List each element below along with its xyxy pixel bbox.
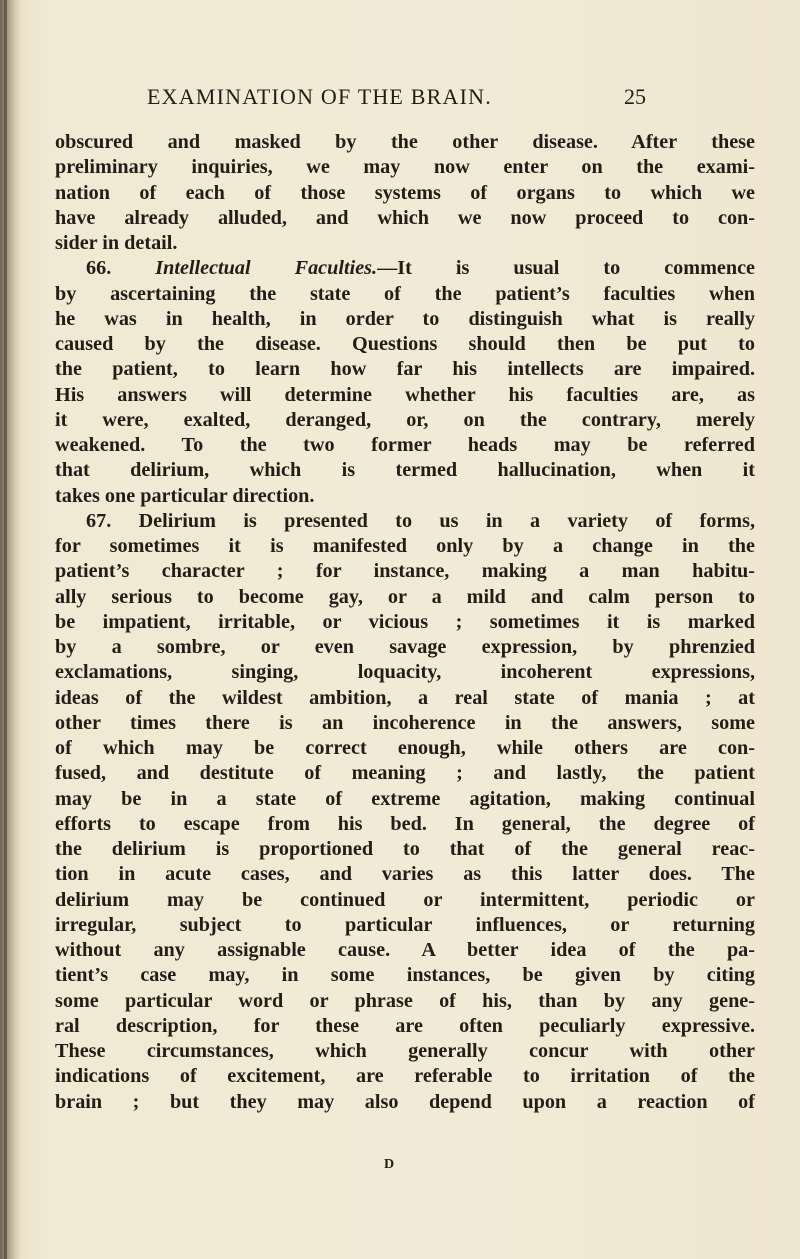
text-line: efforts to escape from his bed. In general, the degree of: [55, 812, 755, 835]
binding-edge: [4, 0, 7, 1259]
body-text: [55, 130, 755, 1115]
text-line: His answers will determine whether his faculties are, as: [55, 383, 755, 406]
text-line: delirium may be continued or intermittent, periodic or: [55, 888, 755, 911]
text-line: he was in health, in order to distinguish what is really: [55, 307, 755, 330]
text-line: irregular, subject to particular influences, or returning: [55, 913, 755, 936]
text-line: tion in acute cases, and varies as this latter does. The: [55, 863, 755, 886]
text-line: by a sombre, or even savage expression, by phrenzied: [55, 636, 755, 658]
text-line: be impatient, irritable, or vicious ; sometimes it is marked: [55, 610, 755, 633]
text-line: for sometimes it is manifested only by a change in the: [55, 535, 755, 557]
signature-mark: D: [384, 1157, 395, 1172]
text-line: tient’s case may, in some instances, be given by citing: [55, 964, 755, 987]
text-line: indications of excitement, are referable to irritation of the: [55, 1065, 755, 1088]
text-line: ideas of the wildest ambition, a real state of mania ; at: [55, 686, 755, 709]
text-line: brain ; but they may also depend upon a reaction of: [55, 1090, 755, 1113]
text-run: —It is usual to commence: [377, 257, 756, 280]
text-line: some particular word or phrase of his, than by any gene-: [55, 989, 755, 1012]
text-line: may be in a state of extreme agitation, making continual: [55, 787, 755, 810]
running-head: EXAMINATION OF THE BRAIN.: [147, 84, 492, 109]
text-line: that delirium, which is termed hallucination, when it: [55, 459, 755, 482]
text-line: the patient, to learn how far his intellects are impaired.: [55, 358, 755, 381]
paragraph-number: 67.: [86, 509, 112, 532]
page-gutter-shadow: [0, 0, 22, 1259]
text-line: sider in detail.: [55, 232, 178, 254]
text-line: ral description, for these are often peculiarly expressive.: [55, 1014, 755, 1037]
section-title: Intellectual Faculties.: [155, 257, 378, 280]
paragraph-67-first-line: [55, 509, 755, 534]
text-line: nation of each of those systems of organs to which we: [55, 181, 755, 204]
text-line: obscured and masked by the other disease. After these: [55, 131, 755, 153]
text-line: the delirium is proportioned to that of the general reac-: [55, 838, 755, 860]
text-run: Delirium is presented to us in a variety of forms,: [138, 509, 756, 532]
text-line: patient’s character ; for instance, making a man habitu-: [55, 560, 755, 583]
text-line: have already alluded, and which we now proceed to con-: [55, 206, 755, 229]
text-line: caused by the disease. Questions should then be put to: [55, 333, 755, 355]
text-line: of which may be correct enough, while others are con-: [55, 737, 755, 759]
text-line: weakened. To the two former heads may be referred: [55, 434, 755, 456]
text-line: takes one particular direction.: [55, 484, 315, 507]
text-line: by ascertaining the state of the patient’s faculties when: [55, 282, 755, 305]
text-line: it were, exalted, deranged, or, on the contrary, merely: [55, 408, 755, 431]
text-line: These circumstances, which generally concur with other: [55, 1040, 755, 1062]
text-line: exclamations, singing, loquacity, incoherent expressions,: [55, 661, 755, 684]
paragraph-66-first-line: [55, 256, 755, 281]
text-line: fused, and destitute of meaning ; and lastly, the patient: [55, 762, 755, 785]
text-line: other times there is an incoherence in the answers, some: [55, 711, 755, 734]
page-number: 25: [624, 84, 646, 109]
text-line: ally serious to become gay, or a mild and calm person to: [55, 585, 755, 608]
page-header: [0, 84, 800, 114]
paragraph-number: 66.: [86, 257, 112, 280]
text-line: without any assignable cause. A better idea of the pa-: [55, 939, 755, 961]
text-line: preliminary inquiries, we may now enter on the exami-: [55, 156, 755, 179]
